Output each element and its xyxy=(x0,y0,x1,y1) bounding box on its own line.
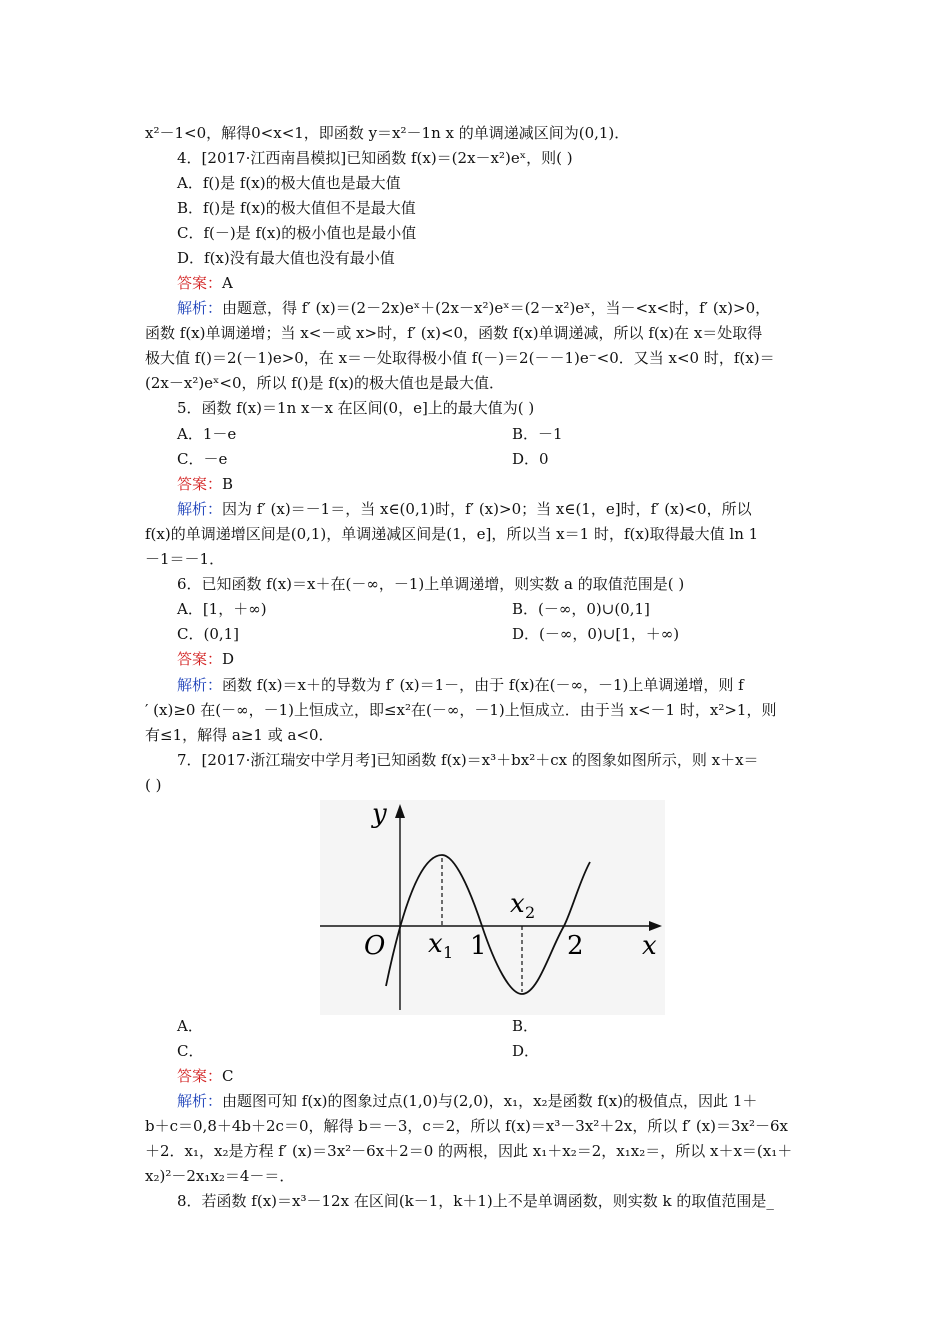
x2-subscript: 2 xyxy=(525,903,536,922)
option-b: B．f()是 f(x)的极大值但不是最大值 xyxy=(177,199,416,217)
explanation-7-line4: x₂)²－2x₁x₂＝4－＝． xyxy=(145,1167,295,1185)
question-5: 5．函数 f(x)＝1n x－x 在区间(0，e]上的最大值为( ) xyxy=(177,399,535,417)
cubic-curve xyxy=(386,855,590,994)
answer-5 xyxy=(177,474,233,494)
explanation-7-line3: ＋2．x₁，x₂是方程 f′ (x)＝3x²－6x＋2＝0 的两根，因此 x₁＋x₂＝2，x₁x₂＝，所以 x＋x＝(x₁＋ xyxy=(145,1142,793,1160)
explanation-5-line3: －1＝－1． xyxy=(145,550,225,568)
option-c: C．－e xyxy=(177,450,228,468)
y-axis-arrow xyxy=(395,804,405,818)
x-axis-arrow xyxy=(649,921,662,931)
answer-7 xyxy=(177,1066,234,1086)
x1-subscript: 1 xyxy=(443,943,454,962)
explanation-6-line3: 有≤1，解得 a≥1 或 a<0． xyxy=(145,726,334,744)
explanation-6-line2: ′ (x)≥0 在(－∞，－1)上恒成立，即≤x²在(－∞，－1)上恒成立．由于当 x<－1 时，x²>1，则 xyxy=(145,701,777,719)
answer-6 xyxy=(177,649,234,669)
explanation-4-line2: 函数 f(x)单调递增；当 x<－或 x>时，f′ (x)<0，函数 f(x)单调递减，所以 f(x)在 x＝处取得 xyxy=(145,324,763,342)
explanation-label: 解析： xyxy=(177,500,223,518)
question-4: 4．[2017·江西南昌模拟]已知函数 f(x)＝(2x－x²)eˣ，则( ) xyxy=(177,149,573,167)
x1-label: x xyxy=(428,929,443,959)
x-axis-label: x xyxy=(642,931,657,961)
question-6: 6．已知函数 f(x)＝x＋在(－∞，－1)上单调递增，则实数 a 的取值范围是( ) xyxy=(177,575,685,593)
explanation-text: 由题图可知 f(x)的图象过点(1,0)与(2,0)，x₁，x₂是函数 f(x)的极值点，因此 1＋ xyxy=(222,1092,758,1110)
tick-label-1: 1 xyxy=(470,931,487,961)
answer-label: 答案： xyxy=(177,274,223,292)
question-7-paren: ( ) xyxy=(145,776,162,794)
explanation-4-line4: (2x－x²)eˣ<0，所以 f()是 f(x)的极大值也是最大值． xyxy=(145,374,505,392)
option-c: C． xyxy=(177,1042,204,1060)
option-c: C．(0,1] xyxy=(177,625,240,643)
answer-value: C xyxy=(222,1067,234,1085)
explanation-4-line3: 极大值 f()＝2(－1)e>0，在 x＝－处取得极小值 f(－)＝2(－－1)e⁻<0．又当 x<0 时，f(x)＝ xyxy=(145,349,775,367)
option-b: B．－1 xyxy=(512,425,563,443)
question-7: 7．[2017·浙江瑞安中学月考]已知函数 f(x)＝x³＋bx²＋cx 的图象如图所示，则 x＋x＝ xyxy=(177,751,759,769)
explanation-4-line1 xyxy=(177,298,770,318)
answer-4 xyxy=(177,273,233,293)
option-b: B．(－∞，0)∪(0,1] xyxy=(512,600,650,618)
option-b: B． xyxy=(512,1017,539,1035)
graph-svg xyxy=(320,800,665,1015)
explanation-text: 由题意，得 f′ (x)＝(2－2x)eˣ＋(2x－x²)eˣ＝(2－x²)eˣ，当－<x<时，f′ (x)>0， xyxy=(222,299,771,317)
answer-label: 答案： xyxy=(177,475,223,493)
answer-label: 答案： xyxy=(177,1067,223,1085)
tick-label-2: 2 xyxy=(567,931,584,961)
option-c: C．f(－)是 f(x)的极小值也是最小值 xyxy=(177,224,417,242)
explanation-7-line2: b＋c＝0,8＋4b＋2c＝0，解得 b＝－3，c＝2，所以 f(x)＝x³－3x²＋2x，所以 f′ (x)＝3x²－6x xyxy=(145,1117,789,1135)
option-d: D． xyxy=(512,1042,540,1060)
answer-value: A xyxy=(222,274,233,292)
option-a: A．[1，＋∞) xyxy=(177,600,267,618)
question-8: 8．若函数 f(x)＝x³－12x 在区间(k－1，k＋1)上不是单调函数，则实数 k 的取值范围是_ xyxy=(177,1192,774,1210)
option-d: D．0 xyxy=(512,450,549,468)
answer-label: 答案： xyxy=(177,650,223,668)
explanation-label: 解析： xyxy=(177,1092,223,1110)
x2-label: x xyxy=(510,889,525,919)
explanation-5-line2: f(x)的单调递增区间是(0,1)，单调递减区间是(1，e]，所以当 x＝1 时，f(x)取得最大值 ln 1 xyxy=(145,525,759,543)
explanation-6-line1 xyxy=(177,675,744,695)
option-a: A．1－e xyxy=(177,425,237,443)
text-line: x²－1<0，解得0<x<1，即函数 y＝x²－1n x 的单调递减区间为(0,1)． xyxy=(145,124,630,142)
answer-value: D xyxy=(222,650,235,668)
explanation-label: 解析： xyxy=(177,676,223,694)
option-a: A．f()是 f(x)的极大值也是最大值 xyxy=(177,174,401,192)
explanation-5-line1 xyxy=(177,499,752,519)
function-graph xyxy=(320,800,665,1015)
option-a: A． xyxy=(177,1017,203,1035)
option-d: D．f(x)没有最大值也没有最小值 xyxy=(177,249,395,267)
explanation-text: 因为 f′ (x)＝－1＝，当 x∈(0,1)时，f′ (x)>0；当 x∈(1，e]时，f′ (x)<0，所以 xyxy=(222,500,752,518)
answer-value: B xyxy=(222,475,234,493)
explanation-label: 解析： xyxy=(177,299,223,317)
explanation-7-line1 xyxy=(177,1091,757,1111)
y-axis-label: y xyxy=(372,800,387,829)
explanation-text: 函数 f(x)＝x＋的导数为 f′ (x)＝1－，由于 f(x)在(－∞，－1)上单调递增，则 f xyxy=(222,676,744,694)
origin-label: O xyxy=(364,931,386,961)
option-d: D．(－∞，0)∪[1，＋∞) xyxy=(512,625,680,643)
